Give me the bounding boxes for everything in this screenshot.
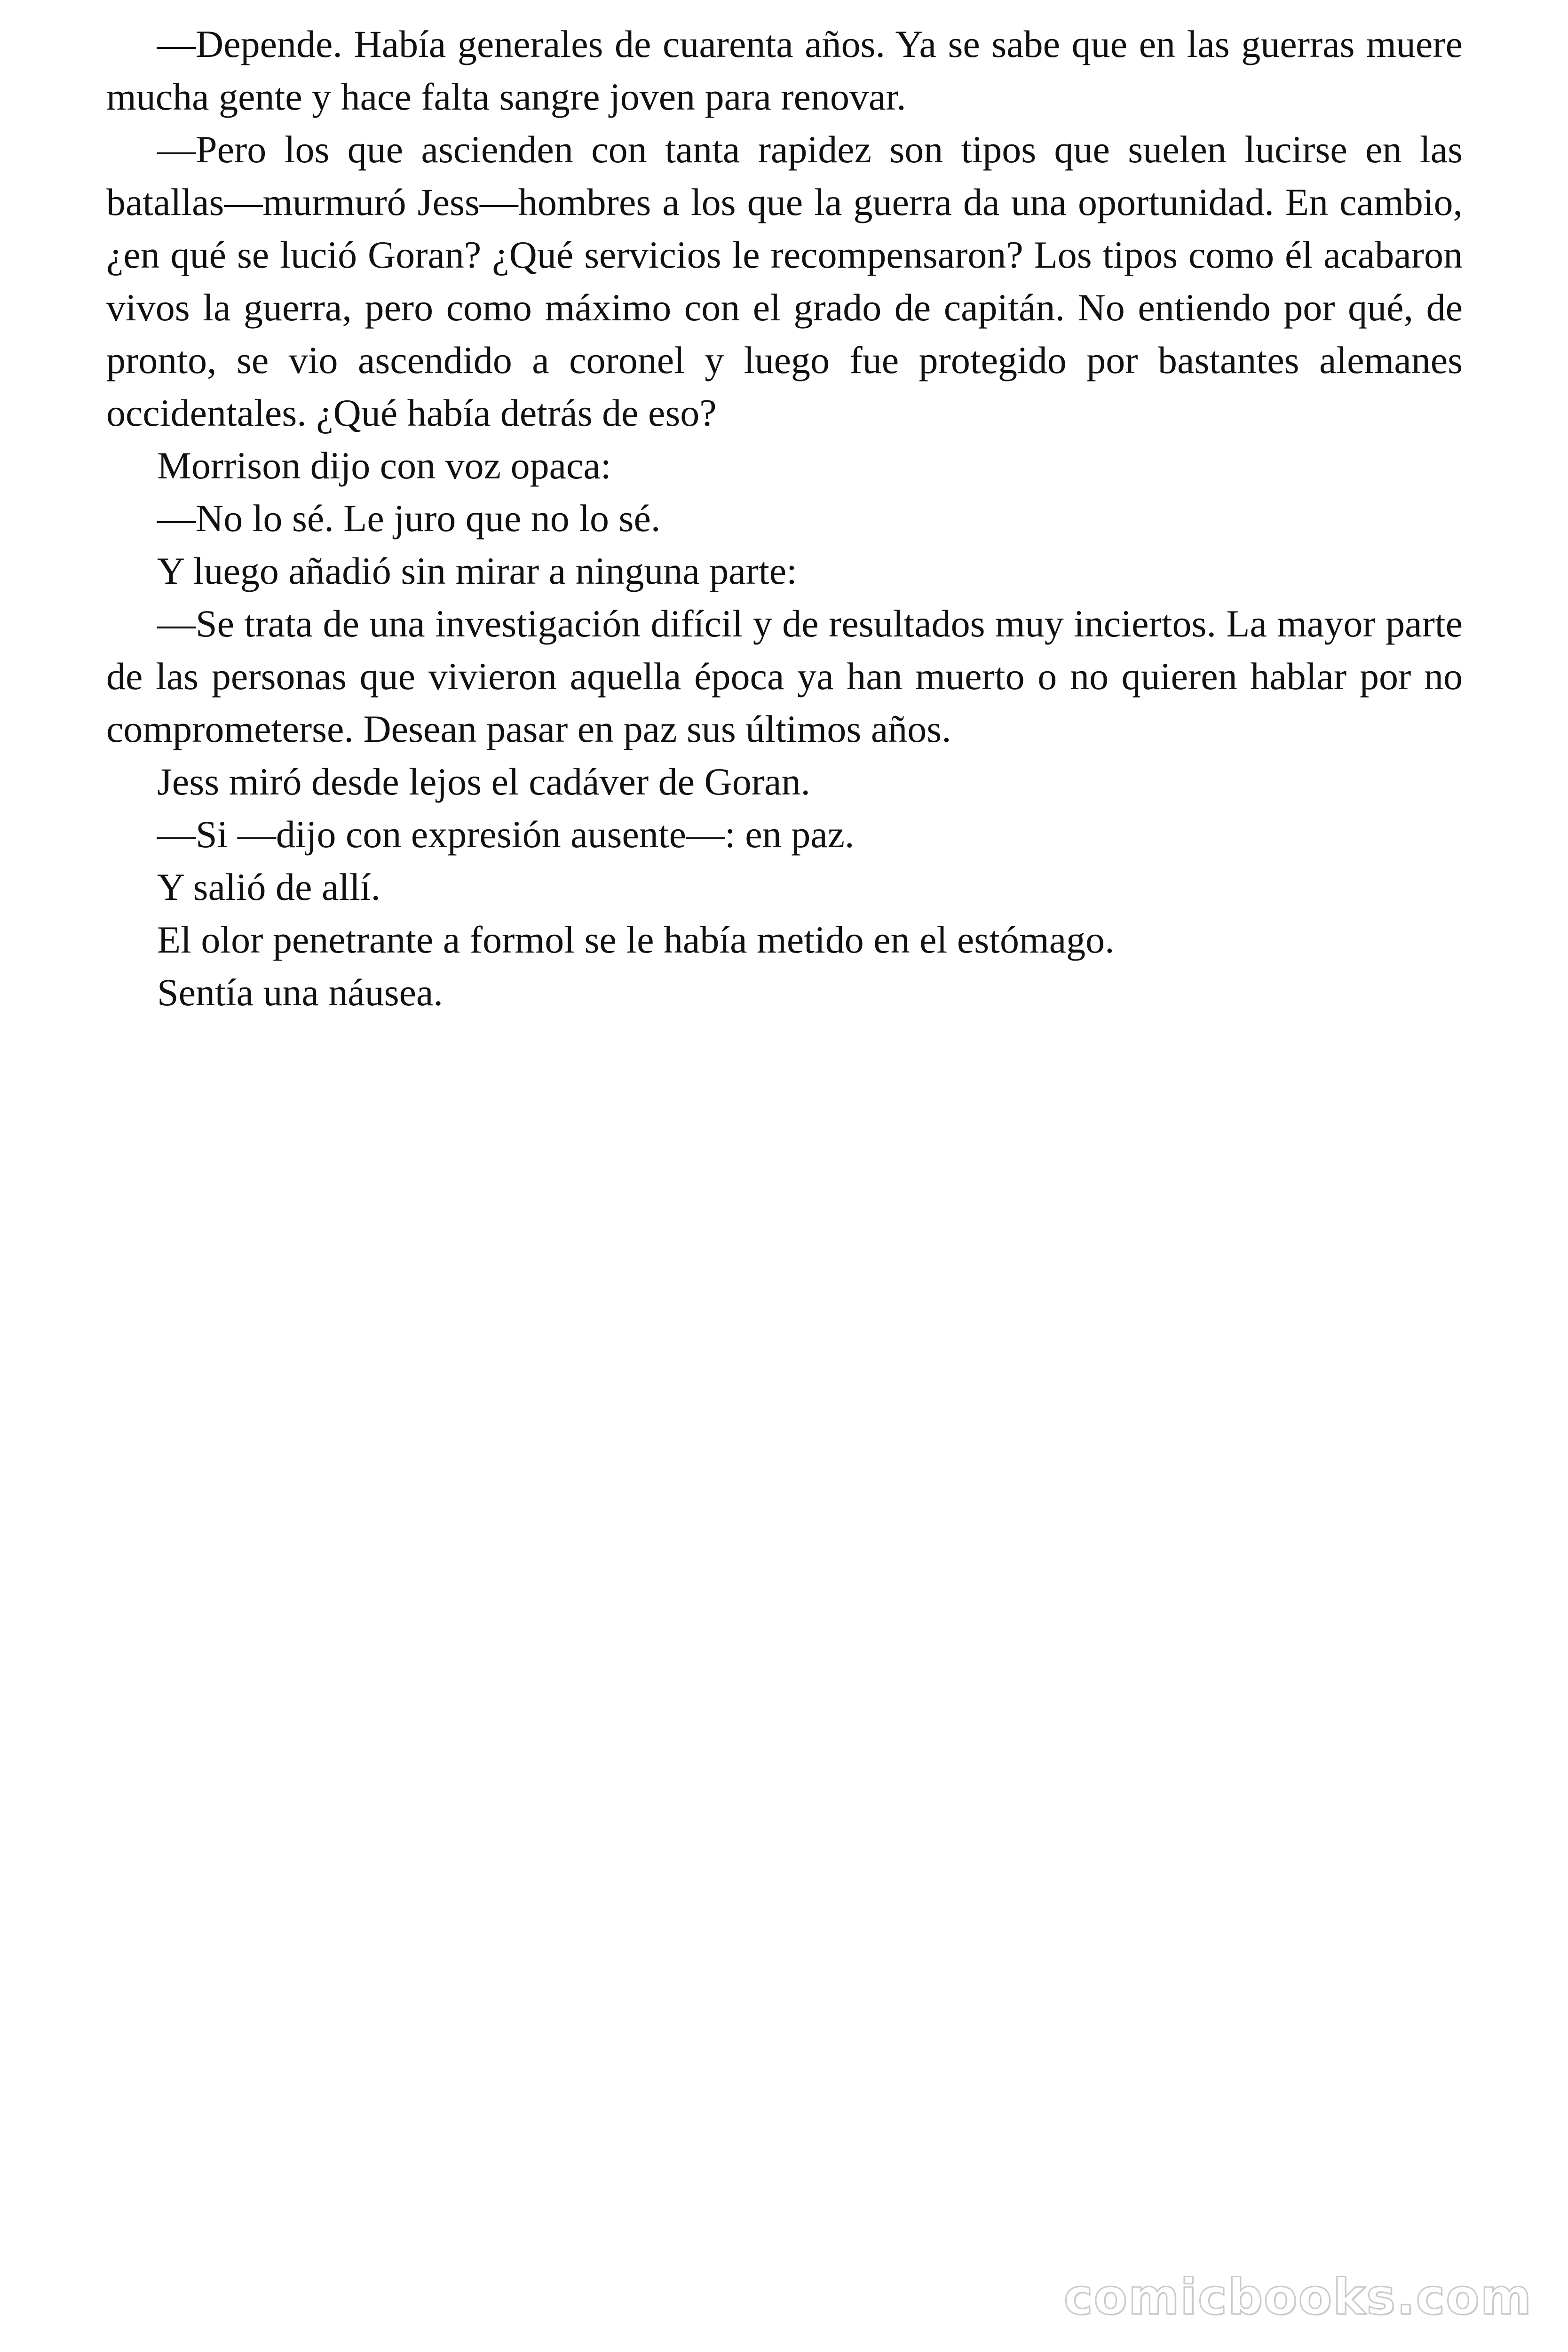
page-text: [106, 18, 1463, 1019]
watermark-logo: comicbooks.com: [1063, 2268, 1532, 2326]
paragraph: —Pero los que ascienden con tanta rapidez son tipos que suelen lucirse en las batallas—murmuró Jess—hombres a los que la guerra da una oportunidad. En cambio, ¿en qué se lució Goran? ¿Qué servicios le recompensaron? Los tipos como él acabaron vivos la guerra, pero como máximo con el grado de capitán. No entiendo por qué, de pronto, se vio ascendido a coronel y luego fue protegido por bastantes alemanes occidentales. ¿Qué había detrás de eso?: [106, 128, 1463, 434]
paragraph: —Depende. Había generales de cuarenta años. Ya se sabe que en las guerras muere mucha gente y hace falta sangre joven para renovar.: [106, 23, 1463, 118]
paragraph: —No lo sé. Le juro que no lo sé.: [157, 497, 661, 540]
paragraph: El olor penetrante a formol se le había metido en el estómago.: [157, 918, 1115, 961]
paragraph: Y salió de allí.: [157, 866, 381, 908]
paragraph: —Si —dijo con expresión ausente—: en paz.: [157, 813, 855, 856]
paragraph: Sentía una náusea.: [157, 971, 443, 1014]
paragraph: Jess miró desde lejos el cadáver de Goran.: [157, 760, 810, 803]
paragraph: —Se trata de una investigación difícil y de resultados muy inciertos. La mayor parte de las personas que vivieron aquella época ya han muerto o no quieren hablar por no comprometerse. Desean pasar en paz sus últimos años.: [106, 602, 1463, 750]
paragraph: Y luego añadió sin mirar a ninguna parte:: [157, 549, 797, 592]
paragraph: Morrison dijo con voz opaca:: [157, 444, 611, 487]
